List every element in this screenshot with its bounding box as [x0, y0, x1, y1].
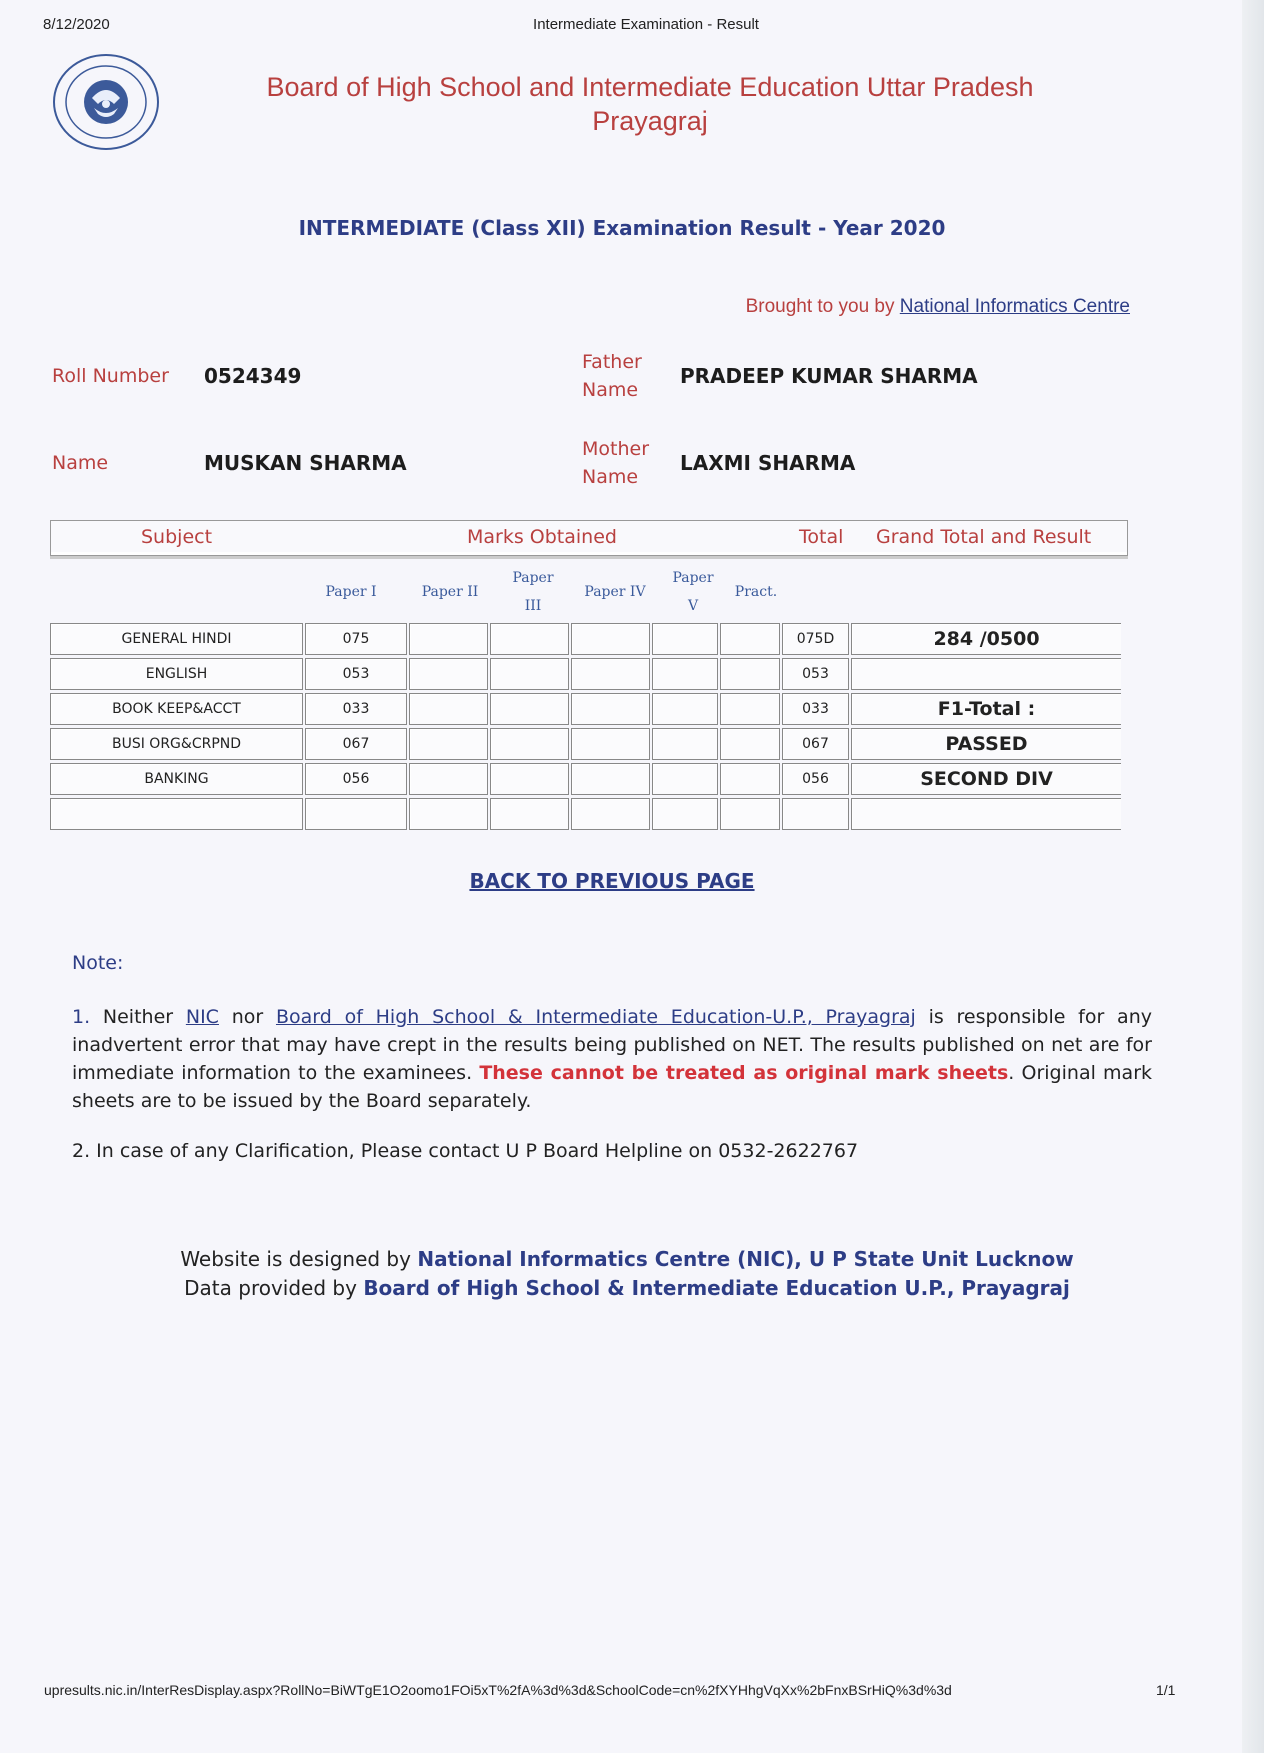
brought-by-prefix: Brought to you by [745, 296, 895, 317]
print-header [0, 16, 1264, 36]
note-1-text: is responsible for any inadvertent error that may have crept in the results being published on NET. The results published on net are for immediate information to the examinees. [72, 1006, 1152, 1084]
back-to-previous-page-link[interactable]: BACK TO PREVIOUS PAGE [469, 869, 755, 893]
empty-cell [490, 693, 569, 725]
total-cell: 033 [782, 693, 849, 725]
total-cell: 067 [782, 728, 849, 760]
paper-3-label-a: Paper [512, 570, 554, 586]
paper1-cell: 067 [305, 728, 407, 760]
subject-cell: BANKING [50, 763, 303, 795]
empty-cell [571, 693, 650, 725]
empty-cell [50, 798, 303, 830]
empty-cell [652, 623, 718, 655]
paper-5-header [658, 564, 728, 620]
division-value: SECOND DIV [851, 763, 1121, 795]
marks-table [50, 520, 1128, 833]
empty-cell [782, 798, 849, 830]
print-date: 8/12/2020 [43, 16, 110, 33]
empty-cell [409, 693, 488, 725]
footer-line-2 [0, 1274, 1259, 1303]
footer-designed-by: Website is designed by [180, 1247, 411, 1271]
empty-cell [652, 693, 718, 725]
empty-cell [409, 763, 488, 795]
empty-cell [652, 658, 718, 690]
subject-header: Subject [141, 526, 213, 548]
empty-cell [720, 693, 780, 725]
total-cell: 056 [782, 763, 849, 795]
note-1 [72, 1003, 1152, 1115]
roll-number-label: Roll Number [52, 365, 169, 387]
empty-cell [652, 728, 718, 760]
paper-4-header: Paper IV [584, 584, 646, 600]
name-value: MUSKAN SHARMA [204, 451, 407, 475]
total-label: F1-Total : [851, 693, 1121, 725]
mother-label-line1: Mother [582, 438, 650, 460]
father-name-label [582, 348, 642, 404]
table-row [50, 763, 1121, 795]
footer-board: Board of High School & Intermediate Education U.P., Prayagraj [363, 1276, 1070, 1300]
empty-cell [720, 763, 780, 795]
empty-cell [652, 763, 718, 795]
footer-data-by: Data provided by [184, 1276, 357, 1300]
paper-2-header: Paper II [421, 584, 479, 600]
total-cell: 075D [782, 623, 849, 655]
empty-cell [409, 728, 488, 760]
page-number: 1/1 [1156, 1682, 1176, 1698]
mother-name-label [582, 435, 649, 491]
table-row [50, 658, 1121, 690]
board-seal-logo [48, 52, 164, 152]
table-row [50, 693, 1121, 725]
board-title-line2: Prayagraj [592, 106, 708, 136]
father-label-line2: Name [582, 379, 639, 401]
paper-subheader [50, 556, 1128, 620]
subject-cell: ENGLISH [50, 658, 303, 690]
empty-cell [571, 763, 650, 795]
empty-cell [720, 658, 780, 690]
empty-cell [571, 658, 650, 690]
father-name-value: PRADEEP KUMAR SHARMA [680, 364, 978, 388]
note-1-neither: Neither [102, 1006, 174, 1028]
note-board-link[interactable]: Board of High School & Intermediate Education-U.P., Prayagraj [275, 1006, 916, 1028]
roll-number-value: 0524349 [204, 364, 302, 388]
scan-edge [1242, 0, 1264, 1753]
empty-cell [409, 658, 488, 690]
note-2: 2. In case of any Clarification, Please contact U P Board Helpline on 0532-2622767 [72, 1140, 859, 1162]
empty-cell [490, 623, 569, 655]
print-title: Intermediate Examination - Result [533, 16, 759, 33]
subject-cell: GENERAL HINDI [50, 623, 303, 655]
note-1-end: . Original mark sheets are to be issued by the Board separately. [72, 1062, 1153, 1112]
marks-grid [48, 620, 1123, 833]
subject-cell: BOOK KEEP&ACCT [50, 693, 303, 725]
grand-total-header: Grand Total and Result [876, 526, 1092, 548]
empty-cell [409, 798, 488, 830]
paper1-cell: 033 [305, 693, 407, 725]
paper1-cell: 053 [305, 658, 407, 690]
empty-cell [652, 798, 718, 830]
paper-3-header [493, 564, 573, 620]
empty-cell [305, 798, 407, 830]
empty-cell [490, 728, 569, 760]
brought-by [746, 296, 1130, 318]
practical-header: Pract. [734, 584, 778, 600]
paper-5-label-a: Paper [672, 570, 714, 586]
paper-1-header: Paper I [325, 584, 377, 600]
empty-cell [720, 728, 780, 760]
paper-5-label-b: V [687, 598, 699, 614]
table-row [50, 623, 1121, 655]
table-header [50, 520, 1128, 556]
name-label: Name [52, 452, 109, 474]
mother-name-value: LAXMI SHARMA [680, 451, 856, 475]
mother-label-line2: Name [582, 466, 639, 488]
note-1-nor: nor [231, 1006, 264, 1028]
total-header: Total [799, 526, 844, 548]
empty-result-cell [851, 798, 1121, 830]
empty-cell [571, 728, 650, 760]
board-title [200, 70, 1100, 138]
paper1-cell: 075 [305, 623, 407, 655]
result-status: PASSED [851, 728, 1121, 760]
note-title: Note: [72, 952, 124, 974]
empty-cell [490, 658, 569, 690]
note-1-number: 1. [72, 1006, 91, 1028]
note-1-warning: These cannot be treated as original mark sheets [479, 1062, 1009, 1084]
grand-total-value: 284 /0500 [851, 623, 1121, 655]
table-row [50, 728, 1121, 760]
paper1-cell: 056 [305, 763, 407, 795]
footer-nic: National Informatics Centre (NIC), U P State Unit Lucknow [417, 1247, 1074, 1271]
total-cell: 053 [782, 658, 849, 690]
site-footer [0, 1245, 1259, 1303]
note-nic-link[interactable]: NIC [185, 1006, 219, 1028]
empty-cell [571, 623, 650, 655]
empty-cell [571, 798, 650, 830]
father-label-line1: Father [582, 351, 642, 373]
subject-cell: BUSI ORG&CRPND [50, 728, 303, 760]
nic-link[interactable]: National Informatics Centre [899, 296, 1130, 317]
marks-obtained-header: Marks Obtained [467, 526, 617, 548]
footer-line-1 [0, 1245, 1259, 1274]
exam-title: INTERMEDIATE (Class XII) Examination Result - Year 2020 [298, 216, 946, 240]
empty-cell [490, 763, 569, 795]
print-url: upresults.nic.in/InterResDisplay.aspx?RollNo=BiWTgE1O2oomo1FOi5xT%2fA%3d%3d&SchoolCode=cn%2fXYHhgVqXx%2bFnxBSrHiQ%3d%3d [44, 1682, 952, 1698]
table-row-empty [50, 798, 1121, 830]
empty-cell [720, 798, 780, 830]
empty-cell [490, 798, 569, 830]
paper-3-label-b: III [524, 598, 542, 614]
empty-cell [409, 623, 488, 655]
empty-result-cell [851, 658, 1121, 690]
empty-cell [720, 623, 780, 655]
board-title-line1: Board of High School and Intermediate Education Uttar Pradesh [266, 72, 1034, 102]
